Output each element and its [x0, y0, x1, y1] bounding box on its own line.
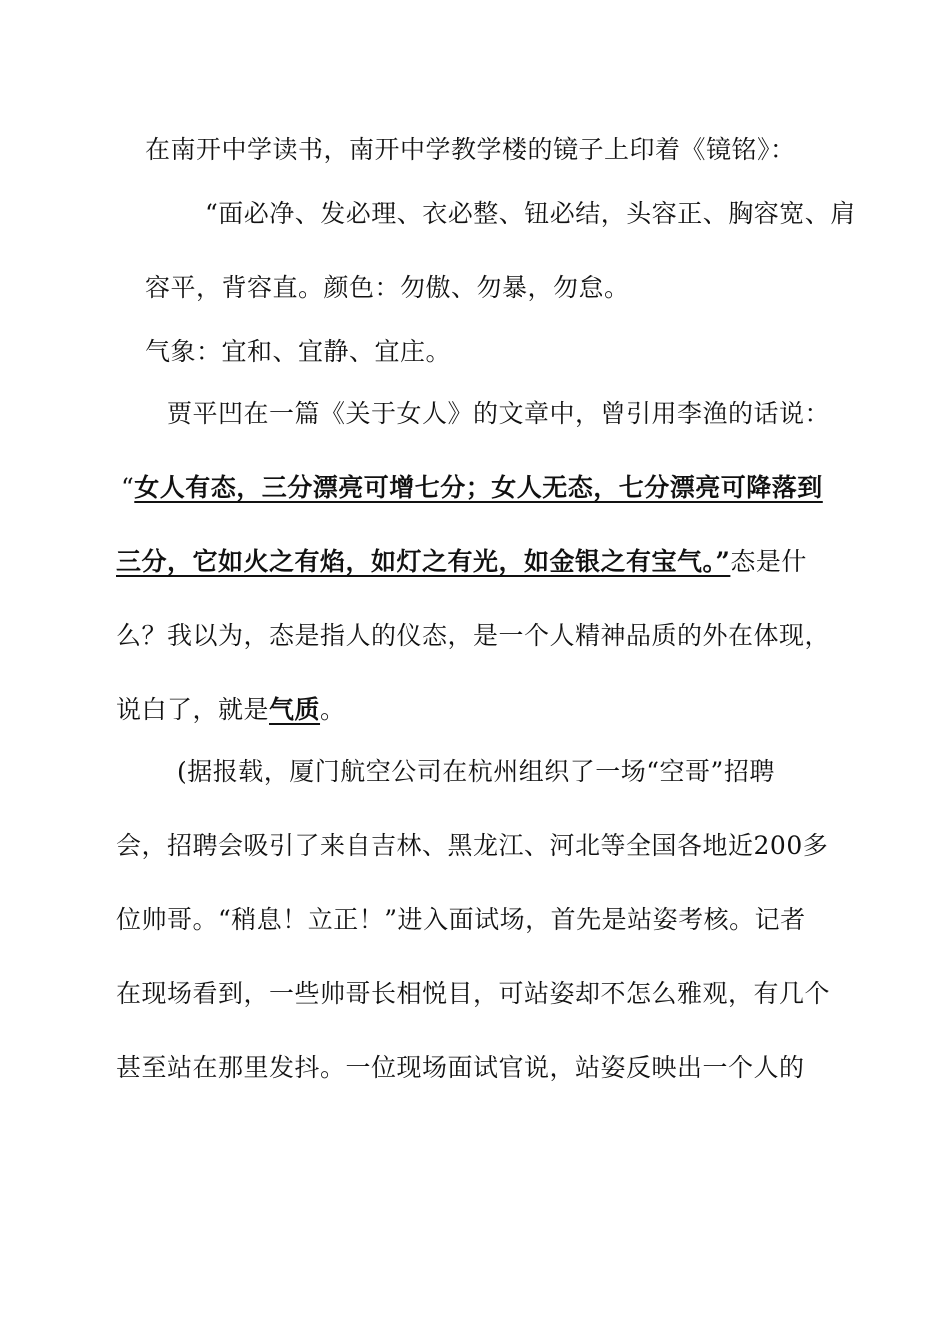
emphasized-quote-text: 女人有态，三分漂亮可增七分；女人无态，七分漂亮可降落到: [134, 473, 823, 502]
text-line: 甚至站在那里发抖。一位现场面试官说，站姿反映出一个人的: [116, 1053, 805, 1082]
text-line: 在南开中学读书，南开中学教学楼的镜子上印着《镜铭》：: [145, 135, 796, 164]
emphasized-quote-text: 三分，它如火之有焰，如灯之有光，如金银之有宝气。”: [116, 547, 731, 576]
text-line: “面必净、发必理、衣必整、钮必结，头容正、胸容宽、肩: [205, 199, 856, 228]
quote-line: [121, 472, 823, 504]
text-line: [116, 694, 346, 726]
text-line: 么？我以为，态是指人的仪态，是一个人精神品质的外在体现，: [116, 621, 831, 650]
quote-line: [116, 546, 807, 578]
open-quote-mark: “: [121, 473, 135, 502]
text-line: 容平，背容直。颜色：勿傲、勿暴，勿怠。: [145, 273, 630, 302]
text-line: 会，招聘会吸引了来自吉林、黑龙江、河北等全国各地近200多: [116, 831, 829, 860]
text-span: 。: [320, 695, 346, 724]
text-line: (据报载，厦门航空公司在杭州组织了一场“空哥”招聘: [177, 757, 775, 786]
text-span: 说白了，就是: [116, 695, 270, 724]
emphasized-keyword: 气质: [269, 695, 321, 724]
text-span: 态是什: [730, 547, 807, 576]
text-line: 在现场看到，一些帅哥长相悦目，可站姿却不怎么雅观，有几个: [116, 979, 831, 1008]
text-line: 贾平凹在一篇《关于女人》的文章中，曾引用李渔的话说：: [167, 399, 831, 428]
text-line: 气象：宜和、宜静、宜庄。: [145, 337, 452, 366]
text-line: 位帅哥。“稍息！立正！”进入面试场，首先是站姿考核。记者: [116, 905, 806, 934]
